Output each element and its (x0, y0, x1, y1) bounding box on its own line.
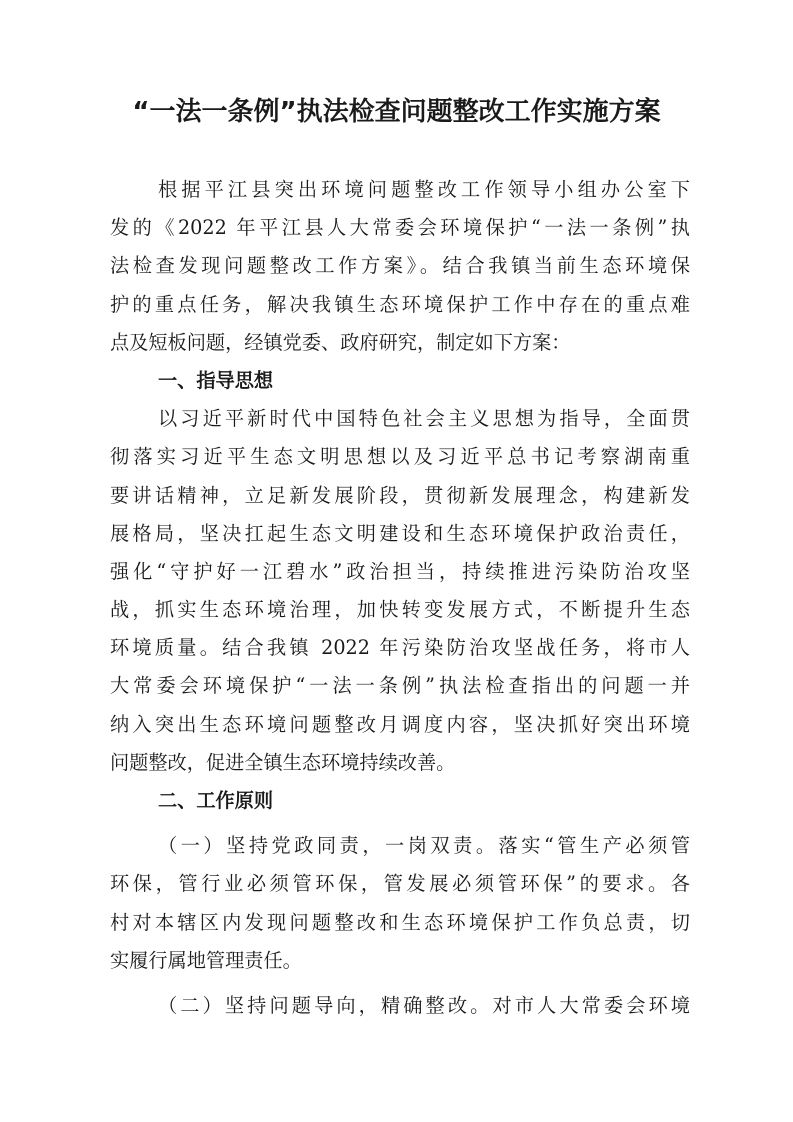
section-heading-guiding-ideology: 一、指导思想 (158, 368, 274, 392)
principle-item-1 (110, 827, 690, 980)
text-line: 大常委会环境保护“一法一条例”执法检查指出的问题一并 (110, 674, 690, 698)
document-body (110, 171, 690, 1025)
text-line: 法检查发现问题整改工作方案》。结合我镇当前生态环境保 (110, 254, 690, 278)
text-line: 彻落实习近平生态文明思想以及习近平总书记考察湖南重 (110, 445, 690, 469)
text-line: 护的重点任务，解决我镇生态环境保护工作中存在的重点难 (110, 292, 690, 316)
paragraph-gap (110, 980, 690, 987)
text-line: 展格局，坚决扛起生态文明建设和生态环境保护政治责任， (110, 521, 690, 545)
text-line: 问题整改，促进全镇生态环境持续改善。 (110, 750, 456, 774)
principle-item-2 (110, 987, 690, 1025)
text-line: 环境质量。结合我镇 2022 年污染防治攻坚战任务，将市人 (110, 636, 690, 660)
text-line: 实履行属地管理责任。 (110, 948, 302, 972)
text-line: 要讲话精神，立足新发展阶段，贯彻新发展理念，构建新发 (110, 483, 690, 507)
text-line: （二）坚持问题导向，精确整改。对市人大常委会环境 (158, 993, 690, 1017)
intro-paragraph (110, 171, 690, 362)
text-line: 根据平江县突出环境问题整改工作领导小组办公室下 (158, 178, 690, 201)
guiding-ideology-paragraph (110, 400, 690, 782)
text-line: 村对本辖区内发现问题整改和生态环境保护工作负总责，切 (110, 910, 690, 934)
text-line: 发的《2022 年平江县人大常委会环境保护“一法一条例”执 (110, 216, 690, 240)
text-line: 战，抓实生态环境治理，加快转变发展方式，不断提升生态 (110, 598, 690, 622)
section-heading-work-principles: 二、工作原则 (158, 789, 274, 812)
text-line: 点及短板问题，经镇党委、政府研究，制定如下方案： (110, 330, 571, 354)
text-line: （一）坚持党政同责，一岗双责。落实“管生产必须管 (158, 834, 690, 858)
text-line: 以习近平新时代中国特色社会主义思想为指导，全面贯 (158, 407, 690, 431)
text-line: 纳入突出生态环境问题整改月调度内容，坚决抓好突出环境 (110, 712, 690, 736)
text-line: 环保，管行业必须管环保，管发展必须管环保”的要求。各 (110, 872, 690, 896)
paragraph-gap (110, 820, 690, 827)
text-line: 强化“守护好一江碧水”政治担当，持续推进污染防治攻坚 (110, 559, 690, 583)
document-title: “一法一条例”执法检查问题整改工作实施方案 (132, 97, 661, 127)
